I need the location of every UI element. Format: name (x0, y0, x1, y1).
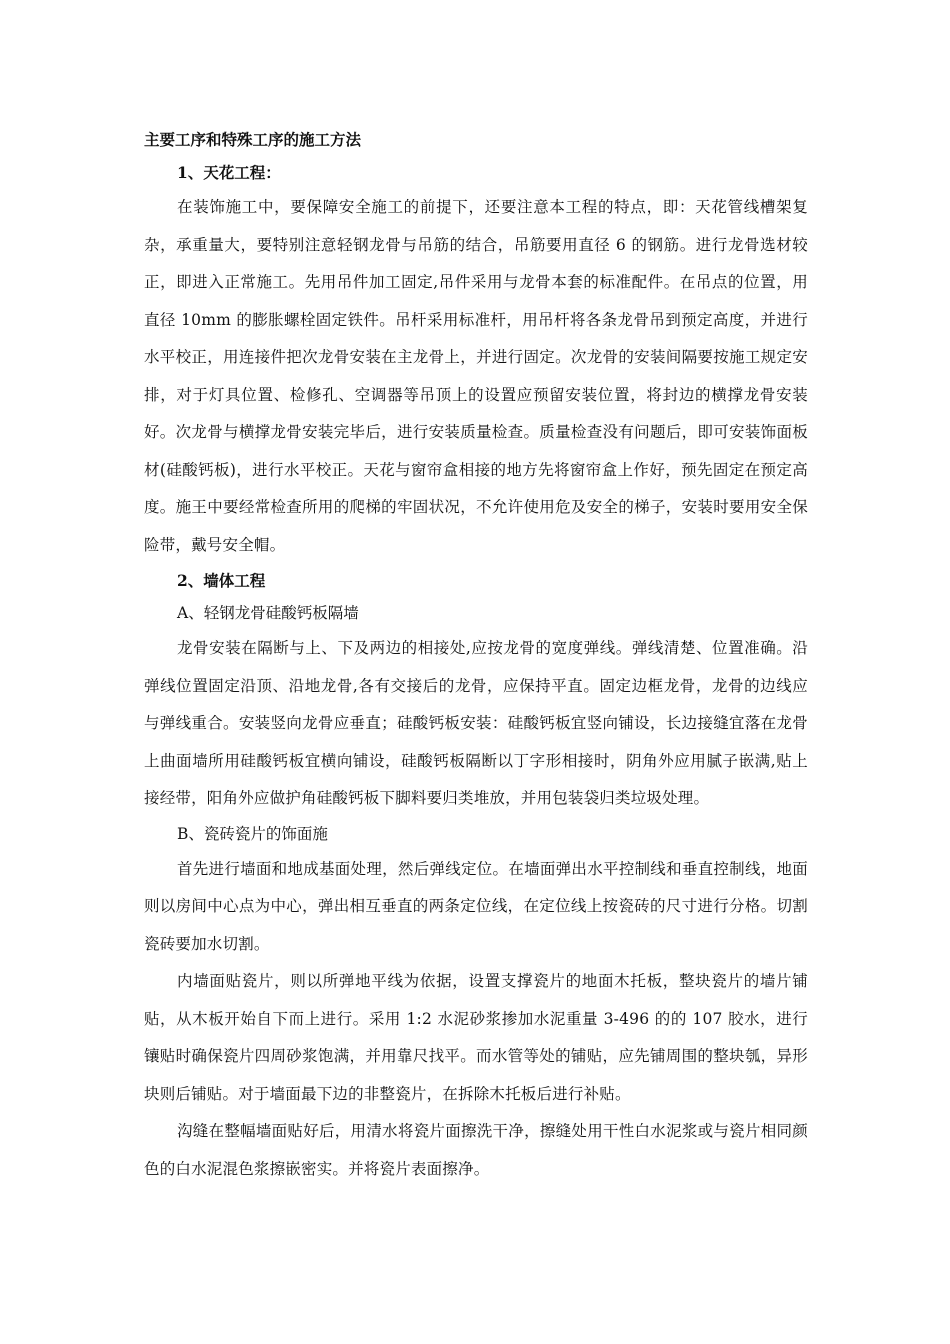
document-title: 主要工序和特殊工序的施工方法 (144, 130, 362, 149)
paragraph-wall-b-3: 沟缝在整幅墙面贴好后，用清水将瓷片面擦洗干净，擦缝处用干性白水泥浆或与瓷片相同颜色的白水泥混色浆擦嵌密实。并将瓷片表面擦净。 (144, 1122, 808, 1178)
paragraph-wall-b-1: 首先进行墙面和地成基面处理，然后弹线定位。在墙面弹出水平控制线和垂直控制线，地面则以房间中心点为中心，弹出相互垂直的两条定位线，在定位线上按瓷砖的尺寸进行分格。切割瓷砖要加水切割。 (144, 859, 808, 953)
section-heading-ceiling: 1、天花工程： (177, 163, 281, 182)
section-heading-wall: 2、墙体工程 (177, 571, 266, 590)
paragraph-wall-b-2: 内墙面贴瓷片，则以所弹地平线为依据，设置支撑瓷片的地面木托板，整块瓷片的墙片铺贴，从木板开始自下而上进行。采用 1:2 水泥砂浆掺加水泥重量 3-496 的的 107 胶水，进行镶贴时确保瓷片四周砂浆饱满，并用靠尺找平。而水管等处的铺贴，应先铺周围的整块瓠，异形块则后铺贴。对于墙面最下边的非整瓷片，在拆除木托板后进行补贴。 (144, 972, 808, 1103)
paragraph-ceiling: 在装饰施工中，要保障安全施工的前提下，还要注意本工程的特点，即：天花管线槽架复杂，承重量大，要特别注意轻钢龙骨与吊筋的结合，吊筋要用直径 6 的钢筋。进行龙骨选材较正，即进入正常施工。先用吊件加工固定,吊件采用与龙骨本套的标准配件。在吊点的位置，用直径 10mm 的膨胀螺栓固定铁件。吊杆采用标准杆，用吊杆将各条龙骨吊到预定高度，并进行水平校正，用连接件把次龙骨安装在主龙骨上，并进行固定。次龙骨的安装间隔要按施工规定安排，对于灯具位置、检修孔、空调器等吊顶上的设置应预留安装位置，将封边的横撑龙骨安装好。次龙骨与横撑龙骨安装完毕后，进行安装质量检查。质量检查没有问题后，即可安装饰面板材(硅酸钙板)，进行水平校正。天花与窗帘盒相接的地方先将窗帘盒上作好，预先固定在预定高度。施王中要经常检查所用的爬梯的牢固状况，不允许使用危及安全的梯子，安装时要用安全保险带，戴号安全帽。 (144, 198, 808, 554)
subheading-wall-a: A、轻钢龙骨硅酸钙板隔墙 (177, 604, 359, 622)
paragraph-wall-a: 龙骨安装在隔断与上、下及两边的相接处,应按龙骨的宽度弹线。弹线清楚、位置准确。沿弹线位置固定沿顶、沿地龙骨,各有交接后的龙骨，应保持平直。固定边框龙骨，龙骨的边线应与弹线重合。安装竖向龙骨应垂直；硅酸钙板安装：硅酸钙板宜竖向铺设，长边接缝宜落在龙骨上曲面墙所用硅酸钙板宜横向铺设，硅酸钙板隔断以丁字形相接时，阴角外应用腻子嵌满,贴上接经带，阳角外应做护角硅酸钙板下脚料要归类堆放，并用包装袋归类垃圾处理。 (144, 639, 808, 807)
document-page (144, 123, 808, 1188)
subheading-wall-b: B、瓷砖瓷片的饰面施 (177, 824, 328, 843)
